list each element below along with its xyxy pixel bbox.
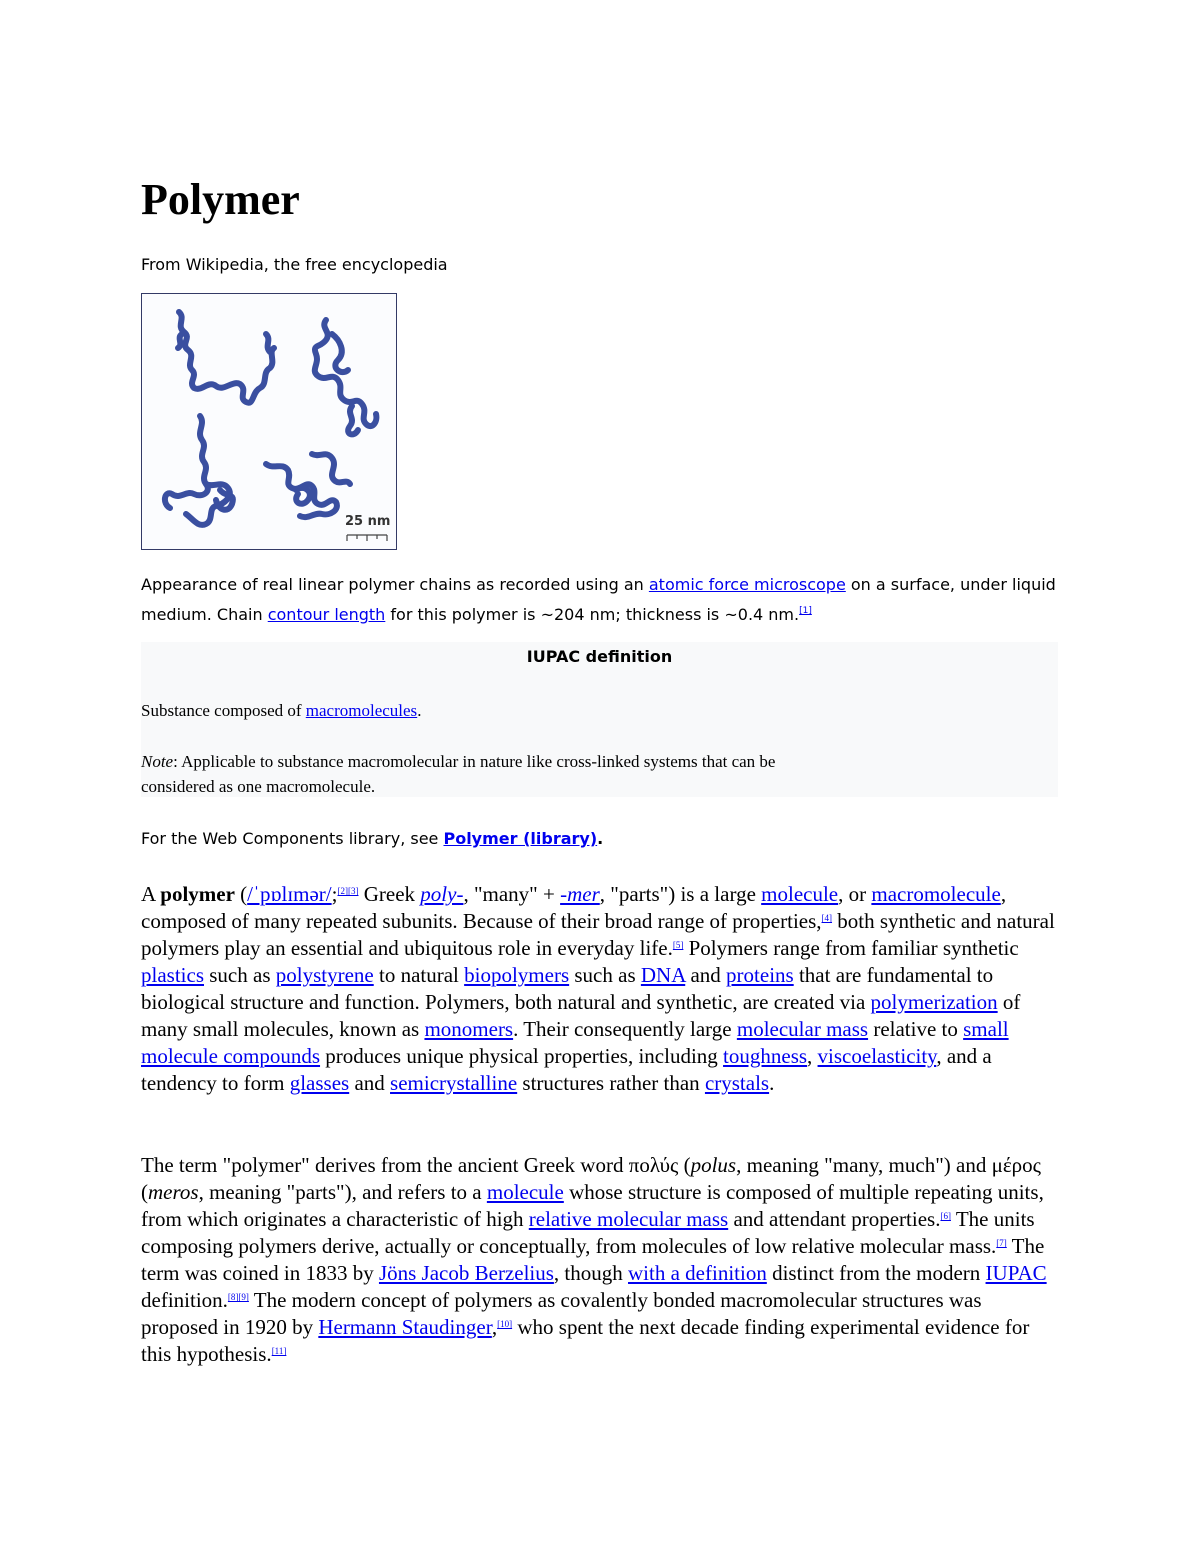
text: , composed of many repeated subunits. Because of their broad range of properties, <box>141 882 1007 933</box>
text: of many small molecules, known as <box>141 990 1021 1041</box>
definition-text: Substance composed of <box>141 701 306 720</box>
text: Greek <box>358 882 421 906</box>
text: . Their consequently large <box>513 1017 737 1041</box>
text: The modern concept of polymers as covalently bonded macromolecular structures was proposed in 1920 by <box>141 1288 982 1339</box>
polymer-afm-image[interactable] <box>141 293 397 550</box>
link-dna[interactable]: DNA <box>640 963 686 987</box>
text: and attendant properties. <box>728 1207 941 1231</box>
polymer-chain <box>266 334 270 352</box>
link-with-a-definition[interactable]: with a definition <box>628 1261 767 1285</box>
text: , and a tendency to form <box>141 1044 992 1095</box>
iupac-note <box>141 749 781 799</box>
link-glasses[interactable]: glasses <box>289 1071 350 1095</box>
link-molecule[interactable]: molecule <box>761 882 839 906</box>
citation-10[interactable]: [10] <box>497 1319 513 1329</box>
page-subtitle: From Wikipedia, the free encyclopedia <box>141 255 448 274</box>
link-mer[interactable]: -mer <box>560 882 600 906</box>
link-biopolymers[interactable]: biopolymers <box>464 963 570 987</box>
link-macromolecule[interactable]: macromolecule <box>871 882 1001 906</box>
text: ; <box>331 882 338 906</box>
term-bold: polymer <box>160 882 235 906</box>
text: relative to <box>868 1017 964 1041</box>
text: whose structure is composed of multiple repeating units, from which originates a characteristic of high <box>141 1180 1044 1231</box>
text: , "many" + <box>463 882 561 906</box>
paragraph-etymology <box>141 1152 1061 1368</box>
text: . <box>769 1071 775 1095</box>
iupac-heading: IUPAC definition <box>526 647 673 666</box>
caption-text: on a surface, under liquid medium. Chain <box>141 575 1056 624</box>
text: Polymers range from familiar synthetic <box>683 936 1019 960</box>
hatnote <box>141 826 603 852</box>
text: , meaning "many, much") and μέρος ( <box>141 1153 1041 1204</box>
text: definition. <box>141 1288 228 1312</box>
polymer-chain <box>312 454 350 484</box>
citation-8-9[interactable]: [8][9] <box>227 1292 249 1302</box>
link-relative-molecular-mass[interactable]: relative molecular mass <box>528 1207 729 1231</box>
link-polystyrene[interactable]: polystyrene <box>275 963 374 987</box>
link-iupac[interactable]: IUPAC <box>985 1261 1047 1285</box>
link-pronunciation[interactable]: /ˈpɒlɪmər/ <box>247 882 332 906</box>
link-polymerization[interactable]: polymerization <box>870 990 998 1014</box>
caption-text: for this polymer is ~204 nm; thickness is ~0.4 nm. <box>385 605 800 624</box>
polymer-chain <box>348 406 358 434</box>
paragraph-intro <box>141 881 1061 1097</box>
citation-11[interactable]: [11] <box>271 1346 287 1356</box>
iupac-definition-box <box>141 642 1058 797</box>
link-poly[interactable]: poly- <box>420 882 464 906</box>
link-berzelius[interactable]: Jöns Jacob Berzelius <box>378 1261 554 1285</box>
note-text: : Applicable to substance macromolecular in nature like cross-linked systems that can be considered as one macromolecule. <box>141 752 776 796</box>
link-contour-length[interactable]: contour length <box>267 605 386 624</box>
text: and <box>349 1071 391 1095</box>
citation-2-3[interactable]: [2][3] <box>337 886 359 896</box>
image-caption <box>141 570 1071 630</box>
text: distinct from the modern <box>766 1261 986 1285</box>
scale-label: 25 nm <box>345 514 391 529</box>
text: , "parts") is a large <box>599 882 762 906</box>
text: such as <box>569 963 641 987</box>
text: The units composing polymers derive, actually or conceptually, from molecules of low relative molecular mass. <box>141 1207 1035 1258</box>
caption-text: Appearance of real linear polymer chains as recorded using an <box>141 575 649 594</box>
polymer-chain <box>165 416 208 508</box>
citation-4[interactable]: [4] <box>821 913 833 923</box>
text: , <box>807 1044 818 1068</box>
link-polymer-library[interactable]: Polymer (library) <box>443 829 598 848</box>
citation-5[interactable]: [5] <box>672 940 684 950</box>
text: such as <box>204 963 276 987</box>
iupac-definition <box>141 699 421 723</box>
link-proteins[interactable]: proteins <box>726 963 794 987</box>
link-viscoelasticity[interactable]: viscoelasticity <box>817 1044 937 1068</box>
scale-bar <box>347 535 387 541</box>
text: structures rather than <box>517 1071 705 1095</box>
polymer-chains-image <box>142 294 396 549</box>
link-macromolecules[interactable]: macromolecules <box>305 701 418 720</box>
polymer-chain <box>296 488 310 504</box>
term-italic: meros <box>148 1180 199 1204</box>
citation-6[interactable]: [6] <box>940 1211 951 1221</box>
text: The term "polymer" derives from the ancient Greek word πολύς ( <box>141 1153 691 1177</box>
term-italic: polus <box>690 1153 737 1177</box>
definition-text: . <box>417 701 422 720</box>
text: and <box>685 963 727 987</box>
text: that are fundamental to biological structure and function. Polymers, both natural and synthetic, are created via <box>141 963 994 1014</box>
polymer-chain <box>179 312 274 403</box>
text: A <box>141 882 161 906</box>
text: produces unique physical properties, including <box>320 1044 724 1068</box>
text: both synthetic and natural polymers play an essential and ubiquitous role in everyday life. <box>141 909 1055 960</box>
link-semicrystalline[interactable]: semicrystalline <box>390 1071 518 1095</box>
text: ( <box>234 882 248 906</box>
text: The term was coined in 1833 by <box>141 1234 1045 1285</box>
link-molecular-mass[interactable]: molecular mass <box>736 1017 869 1041</box>
hatnote-text: For the Web Components library, see <box>141 829 444 848</box>
citation-7[interactable]: [7] <box>996 1238 1007 1248</box>
text: who spent the next decade finding experimental evidence for this hypothesis. <box>141 1315 1030 1366</box>
text: , though <box>553 1261 629 1285</box>
polymer-chain <box>332 334 348 372</box>
link-toughness[interactable]: toughness <box>723 1044 808 1068</box>
page-title: Polymer <box>141 175 300 224</box>
hatnote-text: . <box>597 829 604 848</box>
link-crystals[interactable]: crystals <box>704 1071 770 1095</box>
polymer-chain <box>178 334 182 348</box>
link-atomic-force-microscope[interactable]: atomic force microscope <box>648 575 846 594</box>
text: , <box>491 1315 498 1339</box>
text: to natural <box>373 963 465 987</box>
link-staudinger[interactable]: Hermann Staudinger <box>318 1315 492 1339</box>
link-small-molecule[interactable]: small molecule compounds <box>141 1017 1009 1068</box>
link-molecule-2[interactable]: molecule <box>486 1180 564 1204</box>
citation-1[interactable]: [1] <box>799 606 812 616</box>
link-plastics[interactable]: plastics <box>141 963 204 987</box>
text: , or <box>838 882 872 906</box>
link-monomers[interactable]: monomers <box>424 1017 514 1041</box>
text: , meaning "parts"), and refers to a <box>198 1180 487 1204</box>
note-label: Note <box>141 752 174 771</box>
